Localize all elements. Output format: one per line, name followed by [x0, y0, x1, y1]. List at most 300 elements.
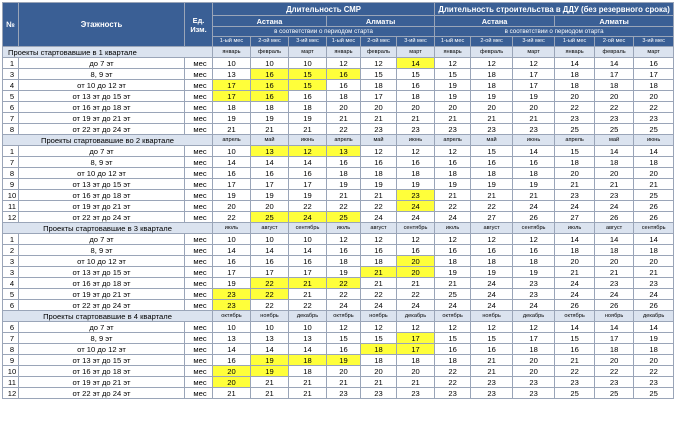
duration-cell: 23 [513, 124, 555, 135]
table-row [3, 69, 674, 80]
duration-cell: 25 [634, 190, 674, 201]
table-row [3, 234, 674, 245]
floors-cell: от 22 эт до 24 эт [19, 300, 185, 311]
duration-cell: 17 [513, 69, 555, 80]
duration-cell: 26 [555, 300, 595, 311]
unit-cell: мес [185, 256, 213, 267]
duration-cell: 19 [435, 80, 471, 91]
table-row [3, 344, 674, 355]
duration-cell: 20 [471, 102, 513, 113]
duration-cell: 14 [397, 58, 435, 69]
duration-cell: 20 [251, 201, 289, 212]
duration-cell: 22 [555, 102, 595, 113]
duration-cell: 21 [471, 355, 513, 366]
duration-cell: 16 [289, 256, 327, 267]
duration-cell: 16 [397, 245, 435, 256]
month-label: октябрь [435, 311, 471, 322]
duration-cell: 24 [555, 201, 595, 212]
duration-cell: 23 [555, 377, 595, 388]
month-label: январь [213, 47, 251, 58]
duration-cell: 12 [361, 322, 397, 333]
row-number: 9 [3, 179, 19, 190]
duration-cell: 10 [251, 234, 289, 245]
duration-cell: 22 [289, 201, 327, 212]
duration-cell: 17 [361, 91, 397, 102]
unit-cell: мес [185, 80, 213, 91]
duration-cell: 19 [435, 179, 471, 190]
duration-cell: 26 [634, 300, 674, 311]
duration-cell: 16 [327, 69, 361, 80]
duration-cell: 15 [397, 69, 435, 80]
header-month-number: 3-ий мес [513, 37, 555, 47]
duration-cell: 16 [471, 157, 513, 168]
duration-cell: 21 [361, 377, 397, 388]
row-number: 1 [3, 58, 19, 69]
duration-cell: 23 [555, 113, 595, 124]
duration-cell: 23 [595, 113, 634, 124]
duration-cell: 15 [435, 333, 471, 344]
duration-cell: 17 [397, 333, 435, 344]
duration-cell: 14 [289, 344, 327, 355]
duration-cell: 12 [471, 58, 513, 69]
duration-cell: 14 [251, 157, 289, 168]
duration-cell: 14 [595, 58, 634, 69]
header-ddu-almaty: Алматы [555, 16, 674, 27]
duration-cell: 21 [555, 179, 595, 190]
duration-cell: 23 [471, 124, 513, 135]
duration-cell: 18 [595, 157, 634, 168]
duration-cell: 20 [555, 256, 595, 267]
duration-cell: 22 [251, 300, 289, 311]
duration-cell: 18 [513, 256, 555, 267]
duration-cell: 16 [435, 344, 471, 355]
row-number: 7 [3, 333, 19, 344]
duration-cell: 20 [555, 168, 595, 179]
duration-cell: 15 [435, 69, 471, 80]
unit-cell: мес [185, 201, 213, 212]
month-label: февраль [471, 47, 513, 58]
table-row [3, 278, 674, 289]
duration-cell: 19 [327, 267, 361, 278]
unit-cell: мес [185, 234, 213, 245]
duration-cell: 22 [327, 289, 361, 300]
duration-cell: 12 [435, 58, 471, 69]
duration-cell: 18 [555, 245, 595, 256]
month-label: февраль [361, 47, 397, 58]
duration-cell: 12 [361, 58, 397, 69]
row-number: 6 [3, 300, 19, 311]
duration-cell: 12 [471, 234, 513, 245]
duration-cell: 21 [397, 113, 435, 124]
duration-cell: 23 [595, 377, 634, 388]
duration-cell: 10 [289, 234, 327, 245]
duration-cell: 25 [634, 124, 674, 135]
unit-cell: мес [185, 69, 213, 80]
floors-cell: от 19 эт до 21 эт [19, 289, 185, 300]
duration-cell: 17 [213, 267, 251, 278]
floors-cell: от 10 до 12 эт [19, 256, 185, 267]
month-label: сентябрь [634, 223, 674, 234]
row-number: 12 [3, 388, 19, 399]
duration-cell: 22 [471, 201, 513, 212]
duration-cell: 10 [251, 322, 289, 333]
duration-cell: 13 [289, 333, 327, 344]
duration-cell: 21 [471, 366, 513, 377]
floors-cell: до 7 эт [19, 58, 185, 69]
duration-cell: 10 [213, 322, 251, 333]
duration-cell: 25 [595, 124, 634, 135]
duration-cell: 22 [435, 366, 471, 377]
duration-cell: 18 [289, 355, 327, 366]
duration-cell: 24 [595, 201, 634, 212]
duration-cell: 18 [435, 256, 471, 267]
duration-cell: 19 [251, 113, 289, 124]
duration-cell: 22 [595, 366, 634, 377]
row-number: 3 [3, 256, 19, 267]
duration-cell: 19 [327, 355, 361, 366]
unit-cell: мес [185, 124, 213, 135]
floors-cell: от 19 эт до 21 эт [19, 377, 185, 388]
duration-cell: 24 [435, 300, 471, 311]
table-row [3, 146, 674, 157]
duration-cell: 12 [513, 58, 555, 69]
duration-cell: 24 [397, 212, 435, 223]
duration-cell: 21 [471, 113, 513, 124]
duration-cell: 24 [555, 278, 595, 289]
header-month-number: 1-ый мес [213, 37, 251, 47]
duration-cell: 16 [289, 168, 327, 179]
duration-cell: 18 [471, 168, 513, 179]
duration-cell: 16 [513, 157, 555, 168]
month-label: январь [555, 47, 595, 58]
duration-cell: 21 [213, 388, 251, 399]
row-number: 6 [3, 102, 19, 113]
duration-cell: 12 [435, 322, 471, 333]
table-row [3, 168, 674, 179]
duration-cell: 16 [327, 245, 361, 256]
unit-cell: мес [185, 300, 213, 311]
duration-cell: 20 [634, 256, 674, 267]
duration-cell: 21 [361, 267, 397, 278]
month-label: сентябрь [513, 223, 555, 234]
duration-cell: 18 [555, 80, 595, 91]
section-header [3, 311, 674, 322]
row-number: 1 [3, 234, 19, 245]
table-row [3, 102, 674, 113]
duration-cell: 20 [595, 355, 634, 366]
duration-cell: 19 [213, 190, 251, 201]
duration-cell: 12 [435, 146, 471, 157]
header-month-number: 2-ой мес [595, 37, 634, 47]
duration-cell: 15 [361, 69, 397, 80]
duration-cell: 25 [435, 289, 471, 300]
duration-cell: 24 [361, 212, 397, 223]
duration-cell: 16 [251, 168, 289, 179]
floors-cell: 8, 9 эт [19, 69, 185, 80]
duration-cell: 16 [327, 157, 361, 168]
duration-cell: 21 [555, 267, 595, 278]
duration-cell: 23 [361, 124, 397, 135]
duration-cell: 19 [361, 179, 397, 190]
header-ddu-astana: Астана [435, 16, 555, 27]
duration-cell: 10 [289, 58, 327, 69]
duration-cell: 15 [289, 80, 327, 91]
row-number: 2 [3, 245, 19, 256]
month-label: март [289, 47, 327, 58]
duration-cell: 23 [471, 388, 513, 399]
header-no: № [3, 3, 19, 47]
duration-cell: 12 [471, 322, 513, 333]
duration-cell: 12 [327, 322, 361, 333]
duration-cell: 16 [471, 344, 513, 355]
duration-cell: 24 [595, 289, 634, 300]
unit-cell: мес [185, 179, 213, 190]
unit-cell: мес [185, 267, 213, 278]
month-label: июль [555, 223, 595, 234]
table-row [3, 124, 674, 135]
floors-cell: от 16 эт до 18 эт [19, 190, 185, 201]
duration-cell: 16 [213, 168, 251, 179]
floors-cell: от 10 до 12 эт [19, 168, 185, 179]
duration-cell: 22 [289, 300, 327, 311]
duration-cell: 18 [595, 80, 634, 91]
duration-cell: 17 [513, 80, 555, 91]
floors-cell: от 16 эт до 18 эт [19, 366, 185, 377]
month-label: май [595, 135, 634, 146]
floors-cell: до 7 эт [19, 234, 185, 245]
duration-cell: 23 [213, 289, 251, 300]
duration-cell: 23 [595, 278, 634, 289]
duration-cell: 16 [361, 245, 397, 256]
duration-cell: 16 [397, 80, 435, 91]
duration-cell: 23 [397, 190, 435, 201]
month-label: май [471, 135, 513, 146]
month-label: август [361, 223, 397, 234]
duration-cell: 24 [397, 300, 435, 311]
duration-cell: 23 [555, 190, 595, 201]
duration-cell: 18 [595, 245, 634, 256]
section-title: Проекты стартовавшие в 1 квартале [3, 47, 213, 58]
duration-cell: 21 [289, 278, 327, 289]
header-floors: Этажность [19, 3, 185, 47]
unit-cell: мес [185, 58, 213, 69]
month-label: февраль [251, 47, 289, 58]
duration-cell: 20 [595, 168, 634, 179]
month-label: декабрь [289, 311, 327, 322]
unit-cell: мес [185, 190, 213, 201]
duration-cell: 16 [327, 344, 361, 355]
unit-cell: мес [185, 344, 213, 355]
duration-cell: 21 [251, 377, 289, 388]
section-header [3, 223, 674, 234]
floors-cell: от 22 эт до 24 эт [19, 124, 185, 135]
duration-cell: 21 [327, 113, 361, 124]
duration-cell: 25 [327, 212, 361, 223]
header-month-number: 3-ий мес [634, 37, 674, 47]
duration-cell: 27 [555, 212, 595, 223]
duration-cell: 18 [513, 168, 555, 179]
duration-cell: 20 [634, 91, 674, 102]
duration-cell: 24 [513, 201, 555, 212]
duration-cell: 12 [327, 58, 361, 69]
unit-cell: мес [185, 157, 213, 168]
duration-cell: 17 [251, 179, 289, 190]
duration-cell: 17 [595, 69, 634, 80]
duration-cell: 10 [289, 322, 327, 333]
duration-cell: 24 [513, 300, 555, 311]
duration-cell: 24 [555, 289, 595, 300]
duration-cell: 13 [251, 333, 289, 344]
duration-cell: 25 [555, 124, 595, 135]
duration-cell: 21 [471, 190, 513, 201]
row-number: 5 [3, 289, 19, 300]
duration-cell: 22 [327, 278, 361, 289]
header-ddu: Длительность строительства в ДДУ (без резервного срока) [435, 3, 674, 16]
duration-cell: 19 [213, 278, 251, 289]
duration-cell: 22 [595, 102, 634, 113]
duration-cell: 20 [513, 102, 555, 113]
duration-cell: 18 [435, 168, 471, 179]
duration-cell: 21 [435, 278, 471, 289]
month-label: октябрь [327, 311, 361, 322]
floors-cell: от 16 эт до 18 эт [19, 278, 185, 289]
section-header [3, 135, 674, 146]
duration-cell: 27 [471, 212, 513, 223]
duration-cell: 21 [555, 355, 595, 366]
duration-cell: 24 [397, 201, 435, 212]
duration-cell: 22 [634, 366, 674, 377]
duration-cell: 18 [327, 168, 361, 179]
duration-cell: 14 [213, 344, 251, 355]
floors-cell: до 7 эт [19, 322, 185, 333]
duration-cell: 20 [634, 168, 674, 179]
duration-cell: 19 [213, 113, 251, 124]
duration-cell: 14 [213, 245, 251, 256]
duration-cell: 15 [555, 146, 595, 157]
unit-cell: мес [185, 245, 213, 256]
duration-cell: 21 [213, 124, 251, 135]
duration-cell: 23 [595, 190, 634, 201]
table-row [3, 113, 674, 124]
duration-cell: 19 [251, 355, 289, 366]
duration-cell: 12 [397, 322, 435, 333]
month-label: июнь [397, 135, 435, 146]
unit-cell: мес [185, 278, 213, 289]
duration-cell: 19 [289, 113, 327, 124]
month-label: ноябрь [361, 311, 397, 322]
month-label: март [397, 47, 435, 58]
header-unit: Ед. Изм. [185, 3, 213, 47]
duration-cell: 16 [513, 245, 555, 256]
duration-cell: 23 [397, 388, 435, 399]
duration-cell: 23 [634, 113, 674, 124]
month-label: июль [435, 223, 471, 234]
row-number: 8 [3, 124, 19, 135]
header-month-number: 1-ый мес [555, 37, 595, 47]
duration-cell: 18 [435, 355, 471, 366]
header-month-number: 2-ой мес [361, 37, 397, 47]
duration-cell: 19 [251, 366, 289, 377]
duration-cell: 10 [251, 58, 289, 69]
floors-cell: до 7 эт [19, 146, 185, 157]
duration-cell: 24 [634, 289, 674, 300]
duration-cell: 18 [361, 256, 397, 267]
row-number: 9 [3, 355, 19, 366]
month-label: август [251, 223, 289, 234]
duration-cell: 20 [361, 102, 397, 113]
duration-cell: 24 [361, 300, 397, 311]
duration-cell: 24 [327, 300, 361, 311]
duration-cell: 16 [251, 256, 289, 267]
duration-cell: 22 [327, 201, 361, 212]
duration-cell: 15 [361, 333, 397, 344]
month-label: июль [327, 223, 361, 234]
table-row [3, 355, 674, 366]
duration-cell: 18 [397, 168, 435, 179]
month-label: сентябрь [289, 223, 327, 234]
month-label: октябрь [555, 311, 595, 322]
duration-cell: 23 [435, 388, 471, 399]
duration-cell: 16 [289, 91, 327, 102]
floors-cell: от 13 эт до 15 эт [19, 355, 185, 366]
duration-cell: 18 [471, 256, 513, 267]
duration-cell: 18 [361, 168, 397, 179]
duration-cell: 21 [327, 377, 361, 388]
duration-cell: 23 [397, 124, 435, 135]
month-label: ноябрь [595, 311, 634, 322]
row-number: 7 [3, 157, 19, 168]
duration-cell: 21 [513, 190, 555, 201]
duration-cell: 22 [251, 289, 289, 300]
unit-cell: мес [185, 333, 213, 344]
duration-cell: 23 [513, 289, 555, 300]
duration-cell: 18 [361, 344, 397, 355]
duration-cell: 16 [435, 157, 471, 168]
duration-cell: 14 [251, 344, 289, 355]
duration-cell: 14 [595, 146, 634, 157]
duration-cell: 18 [555, 69, 595, 80]
duration-cell: 19 [397, 179, 435, 190]
duration-cell: 16 [471, 245, 513, 256]
month-label: март [513, 47, 555, 58]
duration-cell: 19 [513, 179, 555, 190]
unit-cell: мес [185, 355, 213, 366]
duration-cell: 21 [595, 267, 634, 278]
month-label: март [634, 47, 674, 58]
table-row [3, 201, 674, 212]
duration-cell: 15 [471, 146, 513, 157]
header-smr-astana: Астана [213, 16, 327, 27]
duration-cell: 23 [513, 278, 555, 289]
duration-cell: 17 [595, 333, 634, 344]
duration-cell: 16 [251, 69, 289, 80]
duration-cell: 15 [289, 69, 327, 80]
duration-cell: 17 [397, 344, 435, 355]
section-header [3, 47, 674, 58]
duration-cell: 20 [397, 267, 435, 278]
duration-cell: 22 [435, 201, 471, 212]
duration-cell: 14 [555, 322, 595, 333]
duration-cell: 19 [471, 179, 513, 190]
duration-cell: 21 [595, 179, 634, 190]
month-label: апрель [327, 135, 361, 146]
month-label: январь [327, 47, 361, 58]
duration-cell: 19 [471, 91, 513, 102]
table-row [3, 322, 674, 333]
unit-cell: мес [185, 102, 213, 113]
row-number: 8 [3, 168, 19, 179]
duration-cell: 18 [555, 157, 595, 168]
